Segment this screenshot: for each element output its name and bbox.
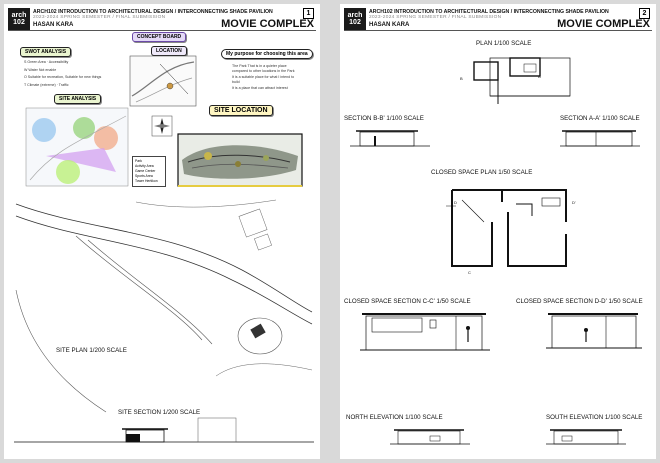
site-analysis-tag: SITE ANALYSIS (54, 94, 101, 104)
page-number: 2 (639, 8, 650, 19)
page-number: 1 (303, 8, 314, 19)
site-location-aerial (178, 134, 302, 186)
closed-space-plan-drawing (446, 182, 576, 274)
section-bb-drawing (350, 126, 430, 148)
swot-list (24, 60, 119, 87)
section-aa-label: SECTION A-A' 1/100 SCALE (560, 115, 640, 122)
location-tag: LOCATION (151, 46, 187, 56)
legend-item: Game Center (135, 169, 156, 173)
swot-opportunity: O Suitable for recreation, Suitable for new things (24, 75, 102, 80)
plan-label: PLAN 1/100 SCALE (476, 40, 532, 47)
north-elevation-drawing (390, 424, 470, 448)
north-elevation-label: NORTH ELEVATION 1/100 SCALE (346, 414, 443, 421)
section-mark-d: D (454, 200, 457, 205)
section-aa-drawing (560, 126, 640, 148)
closed-section-dd-drawing (546, 308, 642, 354)
site-section-label: SITE SECTION 1/200 SCALE (118, 409, 201, 416)
south-elevation-drawing (546, 424, 626, 448)
purpose-item: It is a place that can attract interest (232, 86, 288, 91)
swot-analysis-tag: SWOT ANALYSIS (20, 47, 71, 57)
swot-weakness: W Water Not enable (24, 67, 57, 72)
closed-space-plan-label: CLOSED SPACE PLAN 1/50 SCALE (431, 169, 533, 176)
board-sheet-1 (4, 4, 320, 459)
board-sheet-2 (340, 4, 656, 459)
author-name: HASAN KARA (369, 22, 410, 28)
school-logo: arch 102 (8, 8, 30, 30)
legend-item: Park (135, 159, 142, 163)
section-mark-b: B (460, 76, 463, 81)
legend-item: Sports Area (135, 174, 153, 178)
project-title: MOVIE COMPLEX (557, 18, 650, 30)
purpose-list (232, 64, 302, 91)
school-logo: arch 102 (344, 8, 366, 30)
course-title: ARCH102 INTRODUCTION TO ARCHITECTURAL DESIGN / INTERCONNECTING SHADE PAVILION (369, 9, 609, 15)
site-plan-label: SITE PLAN 1/200 SCALE (56, 347, 127, 354)
concept-board-tag: CONCEPT BOARD (132, 32, 186, 42)
section-mark-d-prime: D' (572, 200, 576, 205)
semester-label: 2023-2024 SPRING SEMESTER / FINAL SUBMISSION (369, 15, 502, 20)
map-legend (132, 156, 166, 187)
course-title: ARCH102 INTRODUCTION TO ARCHITECTURAL DESIGN / INTERCONNECTING SHADE PAVILION (33, 9, 273, 15)
plan-drawing (464, 52, 574, 104)
semester-label: 2023-2024 SPRING SEMESTER / FINAL SUBMISSION (33, 15, 166, 20)
section-mark-a: A (538, 74, 541, 79)
north-arrow-icon (152, 116, 172, 136)
swot-threat: T Climate (extreme) · Traffic (24, 82, 69, 87)
site-location-tag: SITE LOCATION (209, 105, 273, 116)
site-plan-drawing (16, 200, 312, 412)
purpose-item: It is a suitable place for what I intend to build (232, 75, 295, 84)
section-mark-c: C (468, 270, 471, 275)
header-rule (8, 30, 316, 31)
site-section-drawing (14, 416, 314, 456)
section-bb-label: SECTION B-B' 1/100 SCALE (344, 115, 424, 122)
author-name: HASAN KARA (33, 22, 74, 28)
legend-item: Tower Hertikon (135, 179, 158, 183)
location-map (130, 56, 196, 106)
project-title: MOVIE COMPLEX (221, 18, 314, 30)
legend-item: Activity Area (135, 164, 154, 168)
closed-section-cc-drawing (360, 308, 490, 354)
site-analysis-map (26, 108, 128, 186)
south-elevation-label: SOUTH ELEVATION 1/100 SCALE (546, 414, 643, 421)
swot-strength: S Green Area · Accessibility (24, 60, 69, 64)
purpose-item: The Park That is in a quieter place compared to other locations in the Park (232, 64, 295, 73)
purpose-tag: My purpose for choosing this area (221, 49, 313, 59)
closed-section-cc-label: CLOSED SPACE SECTION C-C' 1/50 SCALE (344, 298, 471, 305)
header-rule (344, 30, 652, 31)
closed-section-dd-label: CLOSED SPACE SECTION D-D' 1/50 SCALE (516, 298, 643, 305)
